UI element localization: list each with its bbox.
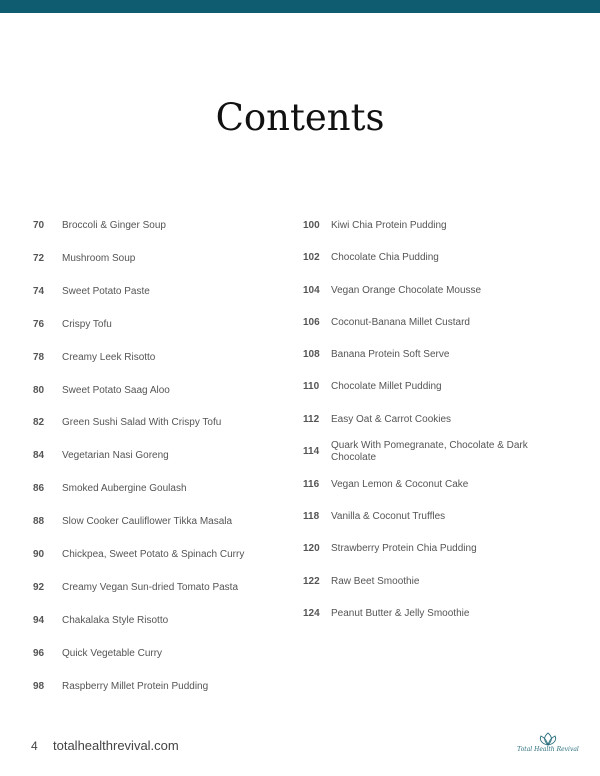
toc-entry-title: Vanilla & Coconut Truffles [331, 511, 446, 522]
toc-entry-title: Creamy Vegan Sun-dried Tomato Pasta [62, 581, 239, 593]
toc-page-number: 84 [33, 450, 45, 462]
toc-entry-title: Vegetarian Nasi Goreng [62, 450, 169, 462]
page-number: 4 [31, 739, 38, 753]
toc-page-number: 110 [303, 381, 320, 392]
toc-entry-title: Smoked Aubergine Goulash [62, 483, 187, 495]
toc-entry-title: Mushroom Soup [62, 252, 136, 264]
toc-page-number: 114 [303, 446, 320, 457]
toc-entry-title: Creamy Leek Risotto [62, 351, 156, 363]
toc-page-number: 118 [303, 511, 320, 522]
toc-entry-title: Kiwi Chia Protein Pudding [331, 220, 447, 231]
toc-entry-title: Vegan Orange Chocolate Mousse [331, 285, 482, 296]
toc-page-number: 94 [33, 614, 45, 626]
toc-page-number: 70 [33, 220, 45, 231]
toc-page-number: 88 [33, 516, 45, 528]
toc-entry-title: Broccoli & Ginger Soup [62, 220, 166, 231]
toc-entry-title: Quick Vegetable Curry [62, 647, 163, 659]
toc-page-number: 102 [303, 252, 320, 263]
toc-page-number: 98 [33, 680, 45, 692]
toc-entry-title: Banana Protein Soft Serve [331, 349, 450, 360]
toc-entry-title: Chocolate Chia Pudding [331, 252, 439, 263]
toc-page-number: 122 [303, 576, 320, 587]
toc-page-number: 116 [303, 479, 320, 490]
logo-text: Total Health Revival [517, 746, 579, 753]
toc-entry-title: Peanut Butter & Jelly Smoothie [331, 608, 470, 619]
toc-entry-title: Raspberry Millet Protein Pudding [62, 680, 209, 692]
toc-entry-title: Strawberry Protein Chia Pudding [331, 543, 477, 554]
toc-entry-title: Chakalaka Style Risotto [62, 614, 169, 626]
toc-page-number: 90 [33, 549, 45, 560]
toc-entry-title: Green Sushi Salad With Crispy Tofu [62, 417, 222, 429]
toc-entry-title: Vegan Lemon & Coconut Cake [331, 479, 469, 490]
toc-entry-title: Coconut-Banana Millet Custard [331, 317, 470, 328]
toc-entry-title: Sweet Potato Paste [62, 285, 150, 297]
toc-entry-title: Easy Oat & Carrot Cookies [331, 414, 452, 425]
header-bar [0, 0, 600, 13]
toc-page-number: 76 [33, 318, 45, 330]
toc-page-number: 86 [33, 483, 45, 495]
toc-entry-title: Quark With Pomegranate, Chocolate & Dark Chocolate [331, 440, 528, 463]
toc-page-number: 72 [33, 252, 45, 264]
toc-page-number: 96 [33, 647, 45, 659]
toc-page-number: 82 [33, 417, 45, 429]
toc-page-number: 78 [33, 351, 45, 363]
toc-page-number: 108 [303, 349, 320, 360]
leaf-icon [516, 731, 580, 747]
footer-url[interactable]: totalhealthrevival.com [53, 738, 179, 753]
page-title: Contents [215, 96, 385, 139]
toc-page-number: 106 [303, 317, 320, 328]
toc-page-number: 104 [303, 285, 320, 296]
toc-page-number: 120 [303, 543, 320, 554]
brand-logo [516, 731, 580, 757]
toc-page-number: 124 [303, 608, 320, 619]
toc-page-number: 74 [33, 285, 45, 297]
toc-entry-title: Slow Cooker Cauliflower Tikka Masala [62, 516, 233, 528]
toc-page-number: 112 [303, 414, 320, 425]
toc-page-number: 80 [33, 384, 45, 396]
toc-page-number: 100 [303, 220, 320, 231]
toc-entry-title: Chocolate Millet Pudding [331, 381, 442, 392]
toc-entry-title: Sweet Potato Saag Aloo [62, 384, 170, 396]
toc-entry-title: Chickpea, Sweet Potato & Spinach Curry [62, 549, 245, 560]
toc-page-number: 92 [33, 581, 45, 593]
toc-entry-title: Crispy Tofu [62, 318, 112, 330]
toc-entry-title: Raw Beet Smoothie [331, 576, 420, 587]
